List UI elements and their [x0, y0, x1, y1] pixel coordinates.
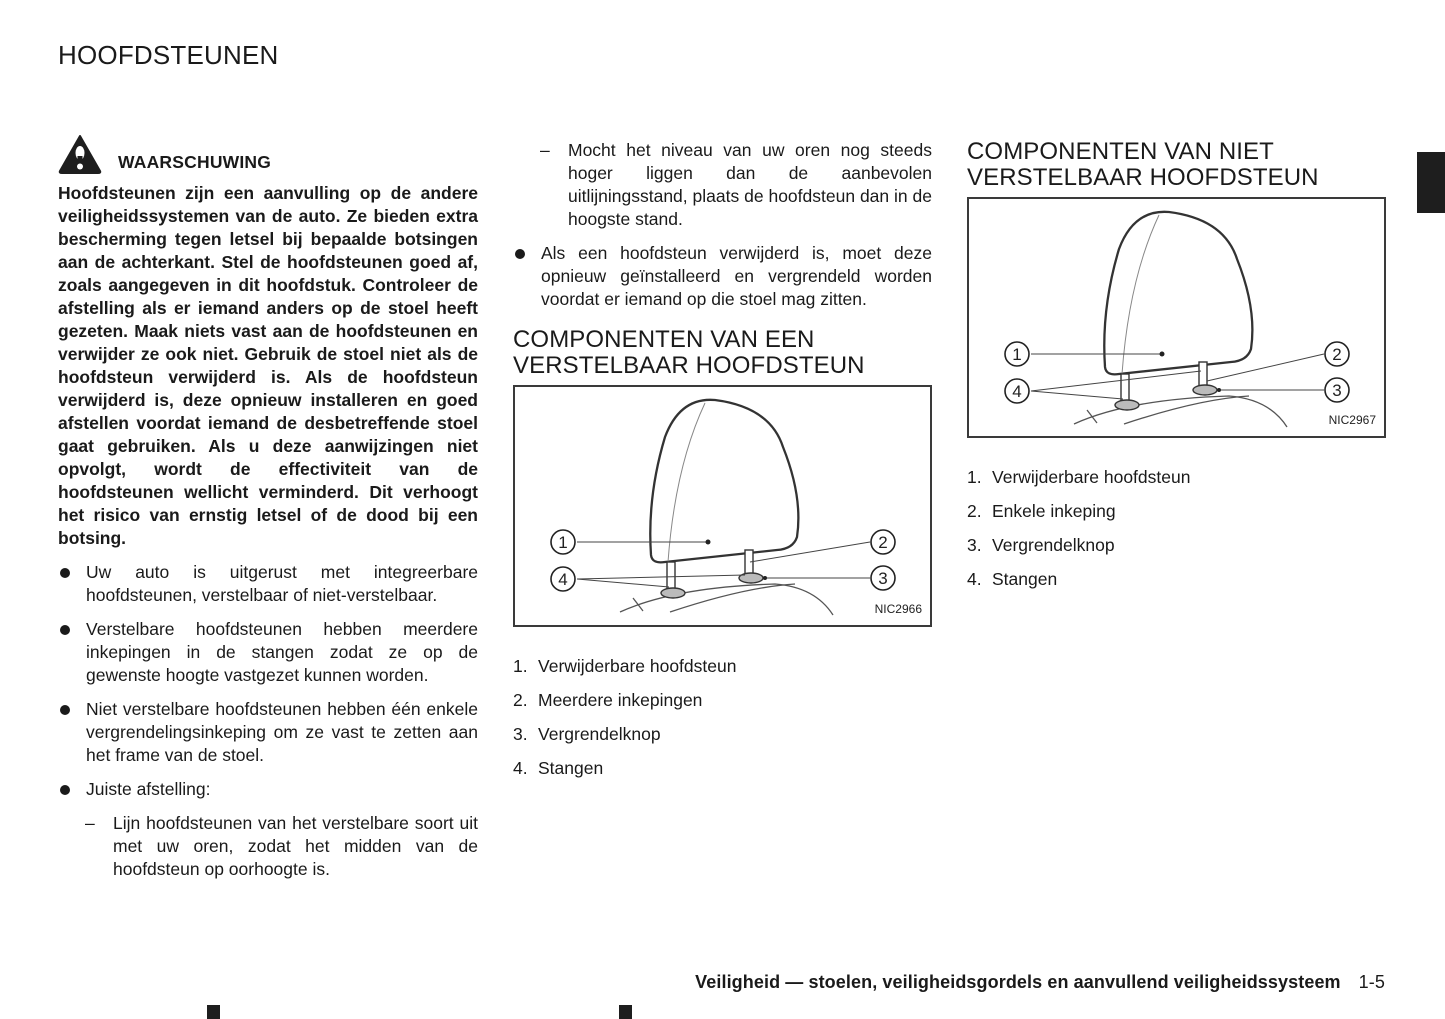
section-heading-fixed [967, 139, 1386, 191]
legend-num: 2. [513, 690, 528, 710]
section-heading-adjustable [513, 327, 932, 379]
callout-3: 3 [1332, 381, 1342, 400]
legend-label: Vergrendelknop [538, 724, 661, 744]
legend-label: Enkele inkeping [992, 501, 1116, 521]
legend-item [967, 568, 1386, 591]
callout-3: 3 [878, 569, 888, 588]
legend-num: 1. [513, 656, 528, 676]
legend-num: 3. [513, 724, 528, 744]
legend-adjustable [513, 655, 932, 780]
bullet-item: Als een hoofdsteun verwijderd is, moet deze opnieuw geïnstalleerd en vergrendeld worden voordat er iemand op die stoel mag zitten. [513, 242, 932, 311]
dash-mark: – [85, 813, 95, 833]
callout-2: 2 [878, 533, 888, 552]
headrest-illustration [969, 199, 1384, 437]
warning-triangle-icon [58, 134, 102, 174]
crop-mark [207, 1005, 220, 1019]
heading-line: COMPONENTEN VAN NIET [967, 138, 1274, 165]
bullet-item: Juiste afstelling: [58, 778, 478, 801]
callout-4: 4 [558, 570, 568, 589]
column-right [967, 139, 1386, 602]
figure-adjustable-headrest [513, 385, 932, 627]
dash-item [58, 812, 478, 881]
legend-num: 4. [513, 758, 528, 778]
legend-label: Verwijderbare hoofdsteun [538, 656, 737, 676]
headrest-illustration [515, 387, 930, 625]
page-footer [695, 972, 1385, 993]
bullet-item: Uw auto is uitgerust met integreerbare hoofdsteunen, verstelbaar of niet-verstelbaar. [58, 561, 478, 607]
legend-num: 1. [967, 467, 982, 487]
legend-item [967, 534, 1386, 557]
legend-label: Stangen [992, 569, 1058, 589]
legend-item [967, 466, 1386, 489]
legend-item [513, 689, 932, 712]
legend-num: 2. [967, 501, 982, 521]
callout-1: 1 [1012, 345, 1022, 364]
legend-num: 4. [967, 569, 982, 589]
heading-line: VERSTELBAAR HOOFDSTEUN [967, 164, 1319, 191]
dash-mark: – [540, 140, 550, 160]
legend-fixed [967, 466, 1386, 591]
heading-line: COMPONENTEN VAN EEN [513, 326, 815, 353]
column-middle [513, 139, 932, 791]
callout-1: 1 [558, 533, 568, 552]
figure-code: NIC2967 [1328, 413, 1376, 427]
dash-text: Lijn hoofdsteunen van het verstelbare soort uit met uw oren, zodat het midden van de hoofdsteun op oorhoogte is. [113, 813, 478, 879]
footer-section-title: Veiligheid — stoelen, veiligheidsgordels en aanvullend veiligheidssysteem [695, 972, 1341, 992]
legend-item [967, 500, 1386, 523]
bullet-item: Niet verstelbare hoofdsteunen hebben één enkele vergrendelingsinkeping om ze vast te zetten aan het frame van de stoel. [58, 698, 478, 767]
legend-item [513, 757, 932, 780]
legend-item [513, 723, 932, 746]
legend-label: Stangen [538, 758, 604, 778]
crop-mark [619, 1005, 632, 1019]
callout-4: 4 [1012, 382, 1022, 401]
page-title: HOOFDSTEUNEN [58, 40, 279, 70]
legend-num: 3. [967, 535, 982, 555]
heading-line: VERSTELBAAR HOOFDSTEUN [513, 352, 865, 379]
legend-label: Verwijderbare hoofdsteun [992, 467, 1191, 487]
callout-2: 2 [1332, 345, 1342, 364]
figure-code: NIC2966 [874, 602, 922, 616]
warning-body: Hoofdsteunen zijn een aanvulling op de andere veiligheidssystemen van de auto. Ze bieden extra bescherming tegen letsel bij bepaalde botsingen aan de achterkant. Stel de hoofdsteunen goed af, zoals aangegeven in dit hoofdstuk. Controleer de afstelling als er iemand anders op de stoel heeft gezeten. Maak niets vast aan de hoofdsteunen en verwijder ze ook niet. Gebruik de stoel niet als de hoofdsteun verwijderd is. Als de hoofdsteun verwijderd is, deze opnieuw installeren en goed afstellen voordat iemand de desbetreffende stoel gaat gebruiken. Als u deze aanwijzingen niet opvolgt, wordt de effectiviteit van de hoofdsteunen wellicht verminderd. Dit verhoogt het risico van ernstig letsel of de dood bij een botsing. [58, 183, 478, 548]
chapter-thumb-tab [1417, 152, 1445, 213]
dash-item [513, 139, 932, 231]
dash-text: Mocht het niveau van uw oren nog steeds hoger liggen dan de aanbevolen uitlijningsstand, plaats de hoofdsteun dan in de hoogste stand. [568, 140, 932, 229]
bullet-item: Verstelbare hoofdsteunen hebben meerdere inkepingen in de stangen zodat ze op de gewenste hoogte vastgezet kunnen worden. [58, 618, 478, 687]
legend-label: Meerdere inkepingen [538, 690, 703, 710]
figure-fixed-headrest [967, 197, 1386, 438]
legend-item [513, 655, 932, 678]
column-left [58, 130, 478, 881]
warning-title: WAARSCHUWING [118, 152, 272, 172]
page-number: 1-5 [1358, 972, 1385, 992]
warning-header [58, 130, 478, 174]
legend-label: Vergrendelknop [992, 535, 1115, 555]
